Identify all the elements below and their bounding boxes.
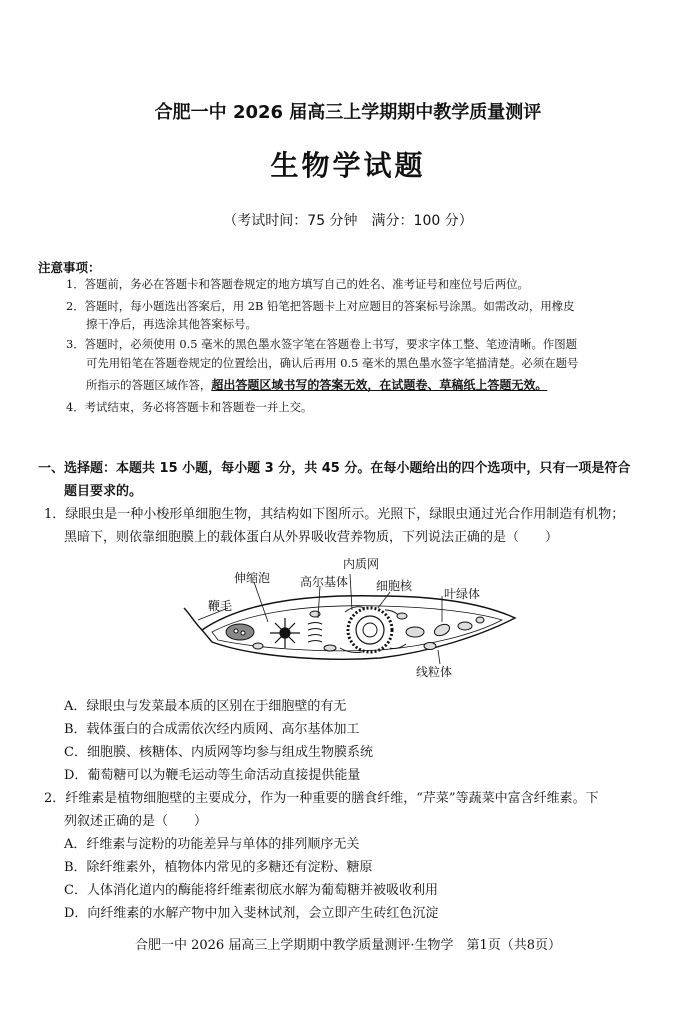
label-er: 内质网 [343, 557, 380, 571]
q1-option-d: D．葡萄糖可以为鞭毛运动等生命活动直接提供能量 [64, 768, 361, 783]
notice-emphasis: 超出答题区域书写的答案无效，在试题卷、草稿纸上答题无效。 [211, 378, 548, 392]
notice-text: 所指示的答题区域作答， [86, 378, 212, 392]
notice-item-3: 3．答题时，必须使用 0.5 毫米的黑色墨水签字笔在答题卷上书写，要求字体工整、笔迹清晰。作图题 [66, 337, 578, 351]
notice-item-2-cont: 擦干净后，再选涂其他答案标号。 [86, 317, 257, 331]
notice-item-3-cont: 可先用铅笔在答题卷规定的位置绘出，确认后再用 0.5 毫米的黑色墨水签字笔描清楚。必须在题号 [86, 356, 579, 370]
golgi-apparatus [270, 618, 300, 648]
label-golgi: 高尔基体 [300, 575, 349, 589]
notice-item-2: 2．答题时，每小题选出答案后，用 2B 铅笔把答题卡上对应题目的答案标号涂黑。如需改动，用橡皮 [66, 299, 575, 313]
notice-title: 注意事项： [38, 260, 101, 275]
q2-option-c: C．人体消化道内的酶能将纤维素彻底水解为葡萄糖并被吸收利用 [64, 883, 438, 898]
question-1: 1．绿眼虫是一种小梭形单细胞生物，其结构如下图所示。光照下，绿眼虫通过光合作用制造有机物； [44, 507, 625, 522]
label-nucleus: 细胞核 [376, 579, 413, 593]
q2-option-d: D．向纤维素的水解产物中加入斐林试剂，会立即产生砖红色沉淀 [64, 906, 439, 921]
question-2: 2．纤维素是植物细胞壁的主要成分，作为一种重要的膳食纤维，“芹菜”等蔬菜中富含纤维素。下 [44, 791, 599, 806]
q2-option-b: B．除纤维素外，植物体内常见的多糖还有淀粉、糖原 [64, 860, 373, 875]
label-mitochondria: 线粒体 [416, 665, 453, 679]
page-title: 生物学试题 [270, 149, 426, 182]
euglena-diagram [180, 552, 520, 682]
label-chloroplast: 叶绿体 [444, 587, 481, 601]
question-2-cont: 列叙述正确的是（ ） [64, 814, 208, 829]
notice-item-4: 4．考试结束，务必将答题卡和答题卷一并上交。 [66, 400, 313, 414]
section-heading: 一、选择题：本题共 15 小题，每小题 3 分，共 45 分。在每小题给出的四个选项中，只有一项是符合 [38, 461, 631, 476]
flagellum [184, 608, 202, 630]
label-flagellum: 鞭毛 [208, 599, 233, 613]
notice-item-3-cont2 [86, 376, 547, 393]
q1-option-c: C．细胞膜、核糖体、内质网等均参与组成生物膜系统 [64, 745, 373, 760]
contractile-vacuole [226, 624, 254, 640]
question-1-cont: 黑暗下，则依靠细胞膜上的载体蛋白从外界吸收营养物质，下列说法正确的是（ ） [64, 530, 559, 545]
page-footer: 合肥一中 2026 届高三上学期期中教学质量测评·生物学 第1页（共8页） [134, 938, 562, 953]
section-heading-cont: 题目要求的。 [64, 484, 143, 499]
exam-info: （考试时间：75 分钟 满分：100 分） [223, 213, 473, 229]
label-vacuole: 伸缩泡 [234, 571, 271, 585]
q1-option-a: A．绿眼虫与发菜最本质的区别在于细胞壁的有无 [64, 699, 347, 714]
q2-option-a: A．纤维素与淀粉的功能差异与单体的排列顺序无关 [64, 837, 360, 852]
exam-header: 合肥一中 2026 届高三上学期期中教学质量测评 [154, 102, 542, 123]
q1-option-b: B．载体蛋白的合成需依次经内质网、高尔基体加工 [64, 722, 360, 737]
nucleus [348, 608, 392, 652]
notice-item-1: 1．答题前，务必在答题卡和答题卷规定的地方填写自己的姓名、准考证号和座位号后两位。 [66, 277, 529, 291]
